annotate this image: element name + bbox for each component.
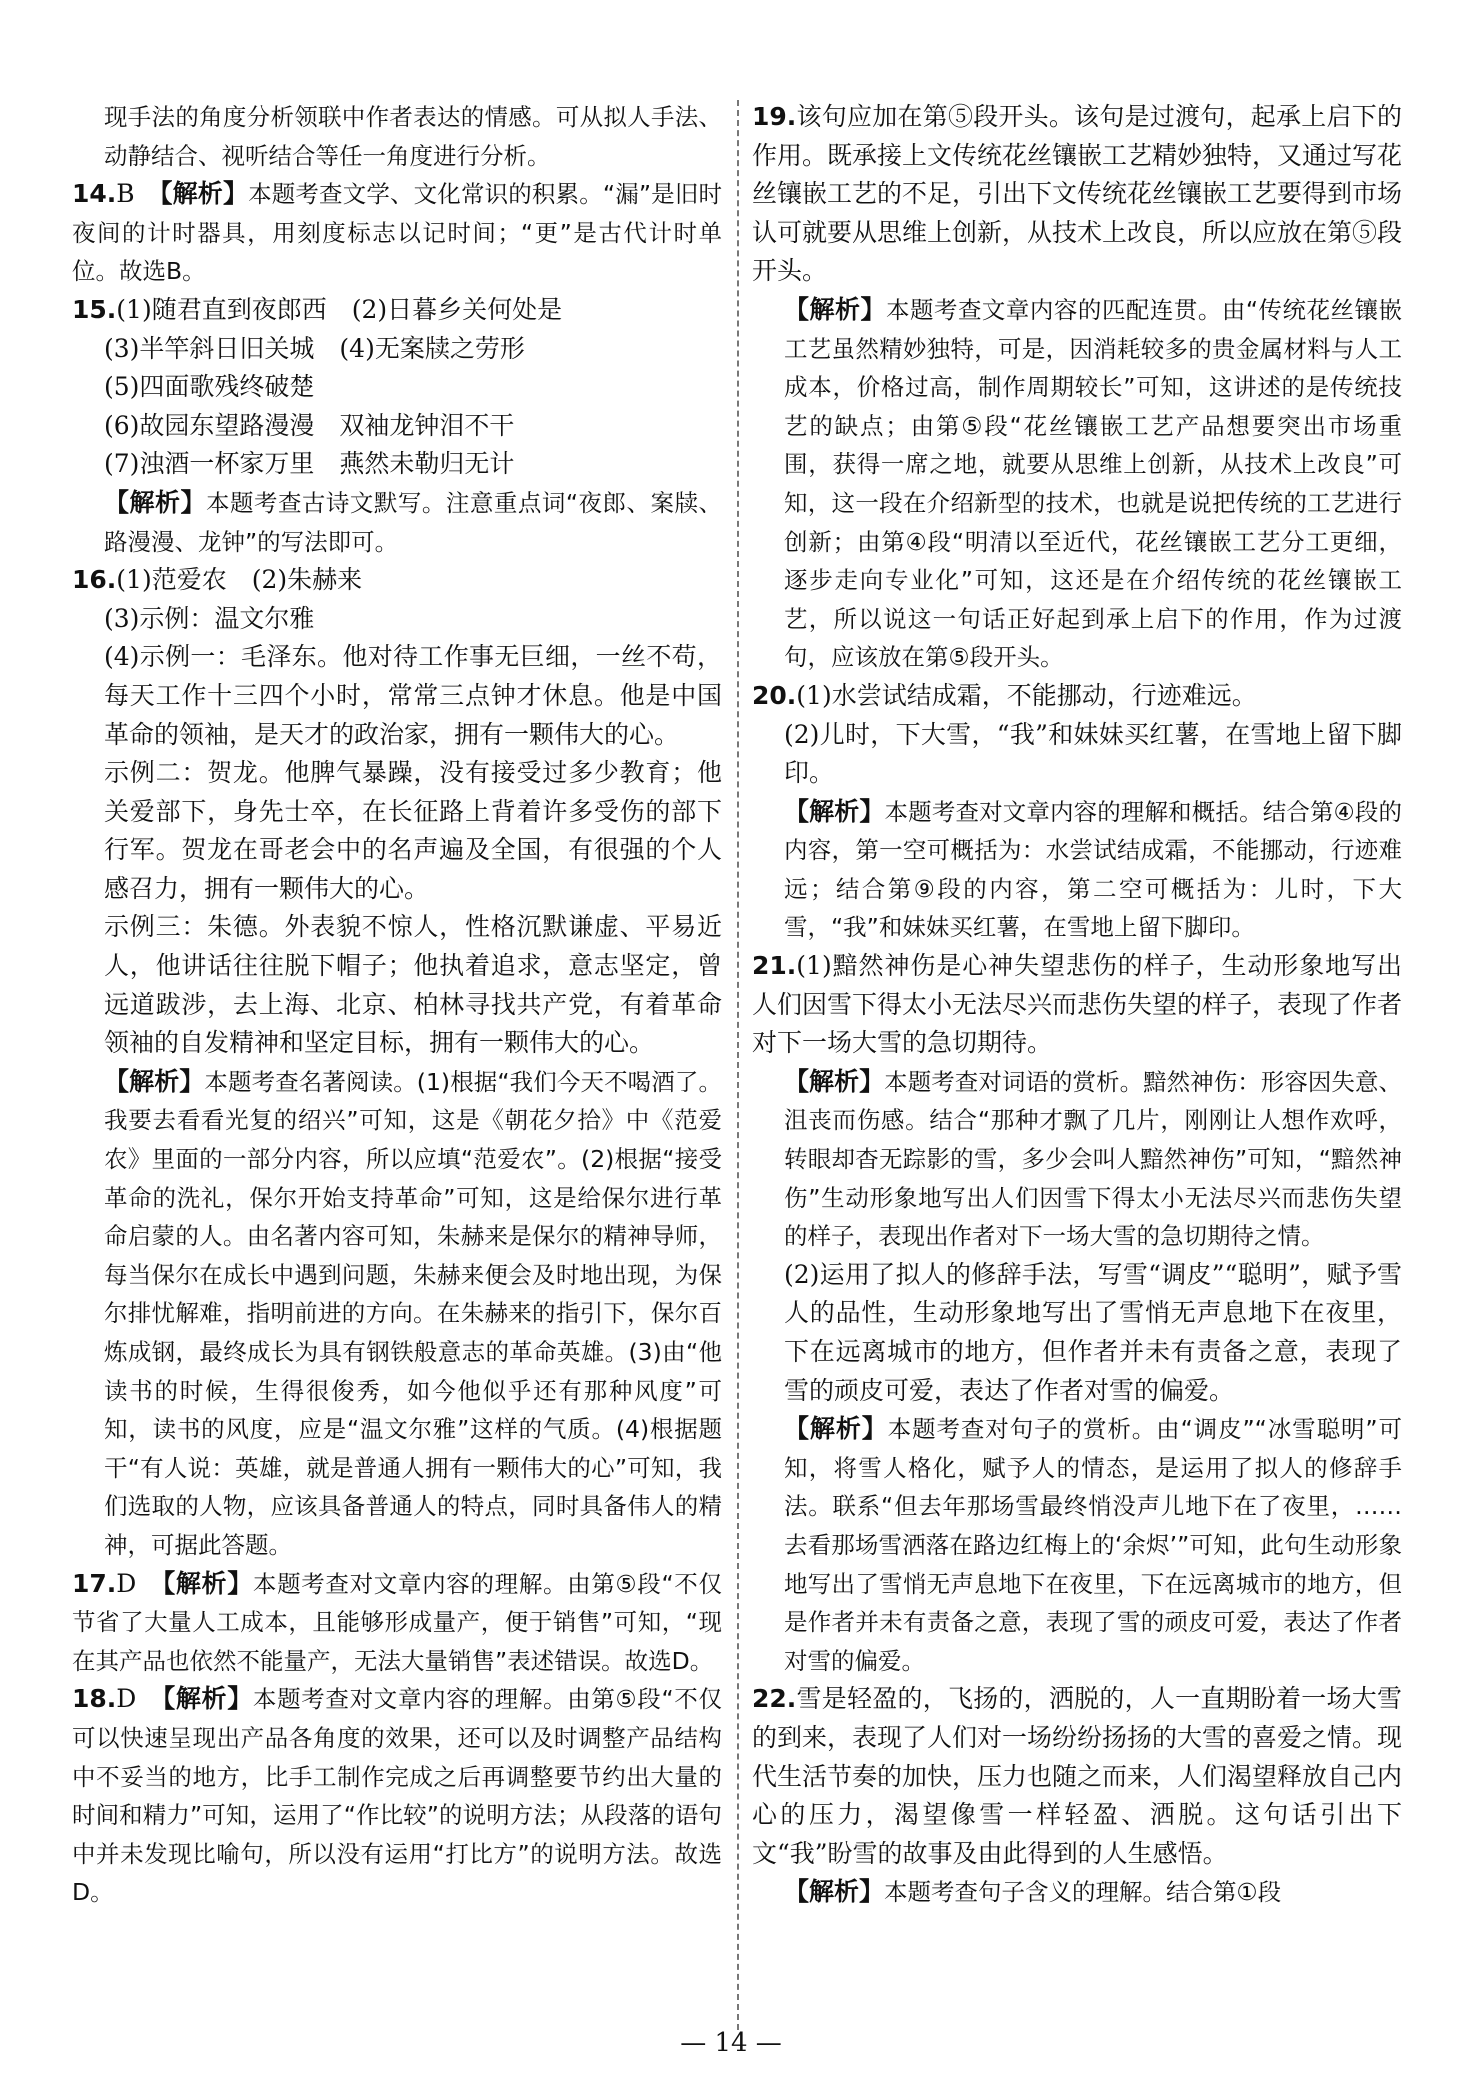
example-one: (4)示例一：毛泽东。他对待工作事无巨细，一丝不苟，每天工作十三四个小时，常常三点钟才休息。他是中国革命的领袖，是天才的政治家，拥有一颗伟大的心。 xyxy=(104,642,722,749)
question-21 xyxy=(752,947,1402,1680)
question-number: 18. xyxy=(72,1684,117,1714)
page-number: — 14 — xyxy=(680,2028,782,2058)
analysis-text: 本题考查名著阅读。(1)根据“我们今天不喝酒了。我要去看看光复的绍兴”可知，这是《朝花夕拾》中《范爱农》里面的一部分内容，所以应填“范爱农”。(2)根据“接受革命的洗礼，保尔开始支持革命”可知，这是给保尔进行革命启蒙的人。由名著内容可知，朱赫来是保尔的精神导师，每当保尔在成长中遇到问题，朱赫来便会及时地出现，为保尔排忧解难，指明前进的方向。在朱赫来的指引下，保尔百炼成钢，最终成长为具有钢铁般意志的革命英雄。(3)由“他读书的时候，生得很俊秀，如今他似乎还有那种风度”可知，读书的风度，应是“温文尔雅”这样的气质。(4)根据题干“有人说：英雄，就是普通人拥有一颗伟大的心”可知，我们选取的人物，应该具备普通人的特点，同时具备伟人的精神，可据此答题。 xyxy=(104,1067,722,1559)
question-16 xyxy=(72,561,722,1564)
answer: 该句应加在第⑤段开头。该句是过渡句，起承上启下的作用。既承接上文传统花丝镶嵌工艺精妙独特，又通过写花丝镶嵌工艺的不足，引出下文传统花丝镶嵌工艺要得到市场认可就要从思维上创新，从技术上改良，所以应放在第⑤段开头。 xyxy=(752,102,1403,286)
question-22 xyxy=(752,1680,1402,1912)
analysis-tag: 【解析】 xyxy=(784,294,886,324)
analysis-text: 本题考查对文章内容的理解和概括。结合第④段的内容，第一空可概括为：水尝试结成霜，不能挪动，行迹难远；结合第⑨段的内容，第二空可概括为：儿时，下大雪，“我”和妹妹买红薯，在雪地上留下脚印。 xyxy=(784,797,1402,942)
analysis-tag: 【解析】 xyxy=(162,1684,253,1714)
answer: D xyxy=(116,1684,137,1714)
question-number: 21. xyxy=(752,951,797,981)
question-number: 16. xyxy=(72,565,117,595)
analysis-text: 本题考查文章内容的匹配连贯。由“传统花丝镶嵌工艺虽然精妙独特，可是，因消耗较多的贵金属材料与人工成本，价格过高，制作周期较长”可知，这讲述的是传统技艺的缺点；由第⑤段“花丝镶嵌工艺产品想要突出市场重围，获得一席之地，就要从思维上创新，从技术上改良”可知，这一段在介绍新型的技术，也就是说把传统的工艺进行创新；由第④段“明清以至近代，花丝镶嵌工艺分工更细，逐步走向专业化”可知，这还是在介绍传统的花丝镶嵌工艺，所以说这一句话正好起到承上启下的作用，作为过渡句，应该放在第⑤段开头。 xyxy=(784,295,1402,672)
question-number: 22. xyxy=(752,1684,797,1714)
analysis-tag: 【解析】 xyxy=(784,1414,888,1444)
analysis-text: 本题考查对词语的赏析。黯然神伤：形容因失意、沮丧而伤感。结合“那种才飘了几片，刚刚让人想作欢呼，转眼却杳无踪影的雪，多少会叫人黯然神伤”可知，“黯然神伤”生动形象地写出人们因雪下得太小无法尽兴而悲伤失望的样子，表现出作者对下一场大雪的急切期待之情。 xyxy=(784,1067,1402,1251)
answer-line: (6)故园东望路漫漫 双袖龙钟泪不干 xyxy=(104,410,515,440)
answer-line: (1)随君直到夜郎西 (2)日暮乡关何处是 xyxy=(116,294,563,324)
analysis-text: 本题考查对句子的赏析。由“调皮”“冰雪聪明”可知，将雪人格化，赋予人的情态，是运用了拟人的修辞手法。联系“但去年那场雪最终悄没声儿地下在了夜里，……去看那场雪洒落在路边红梅上的‘余烬’”可知，此句生动形象地写出了雪悄无声息地下在夜里，下在远离城市的地方，但是作者并未有责备之意，表现了雪的顽皮可爱，表达了作者对雪的偏爱。 xyxy=(784,1415,1402,1675)
analysis-text: 本题考查文学、文化常识的积累。“漏”是旧时夜间的计时器具，用刻度标志以记时间；“更”是古代计时单位。故选B。 xyxy=(72,180,722,286)
analysis-tag: 【解析】 xyxy=(162,1568,253,1598)
answer-line: (5)四面歌残终破楚 xyxy=(104,372,315,402)
question-15 xyxy=(72,291,722,561)
column-divider xyxy=(737,100,739,2030)
analysis-text: 本题考查句子含义的理解。结合第①段 xyxy=(884,1878,1282,1907)
analysis-text: 本题考查对文章内容的理解。由第⑤段“不仅节省了大量人工成本，且能够形成量产，便于销售”可知，“现在其产品也依然不能量产，无法大量销售”表述错误。故选D。 xyxy=(72,1569,722,1675)
question-number: 19. xyxy=(752,102,797,131)
example-two: 示例二：贺龙。他脾气暴躁，没有接受过多少教育；他关爱部下，身先士卒，在长征路上背着许多受伤的部下行军。贺龙在哥老会中的名声遍及全国，有很强的个人感召力，拥有一颗伟大的心。 xyxy=(104,758,722,903)
answer-line: (3)示例：温文尔雅 xyxy=(104,603,315,633)
answer-line: (2)儿时，下大雪，“我”和妹妹买红薯，在雪地上留下脚印。 xyxy=(784,719,1402,788)
analysis-text: 本题考查对文章内容的理解。由第⑤段“不仅可以快速呈现出产品各角度的效果，还可以及时调整产品结构中不妥当的地方，比手工制作完成之后再调整要节约出大量的时间和精力”可知，运用了“作比较”的说明方法；从段落的语句中并未发现比喻句，所以没有运用“打比方”的说明方法。故选D。 xyxy=(72,1685,722,1907)
answer: 雪是轻盈的，飞扬的，洒脱的，人一直期盼着一场大雪的到来，表现了人们对一场纷纷扬扬的大雪的喜爱之情。现代生活节奏的加快，压力也随之而来，人们渴望释放自己内心的压力，渴望像雪一样轻盈、洒脱。这句话引出下文“我”盼雪的故事及由此得到的人生感悟。 xyxy=(752,1684,1403,1868)
question-19 xyxy=(752,98,1402,677)
left-column xyxy=(72,98,722,1912)
question-14 xyxy=(72,175,722,291)
question-number: 20. xyxy=(752,680,797,710)
answer-line: (1)水尝试结成霜，不能挪动，行迹难远。 xyxy=(796,680,1257,710)
answer-part-1: (1)黯然神伤是心神失望悲伤的样子，生动形象地写出人们因雪下得太小无法尽兴而悲伤失望的样子，表现了作者对下一场大雪的急切期待。 xyxy=(752,951,1403,1058)
answer-line: (3)半竿斜日旧关城 (4)无案牍之劳形 xyxy=(104,333,525,363)
question-17 xyxy=(72,1565,722,1681)
analysis-text: 本题考查古诗文默写。注意重点词“夜郎、案牍、路漫漫、龙钟”的写法即可。 xyxy=(104,488,722,556)
question-18 xyxy=(72,1680,722,1912)
question-number: 17. xyxy=(72,1568,117,1598)
answer: B xyxy=(116,179,135,209)
question-number: 14. xyxy=(72,179,117,209)
question-20 xyxy=(752,677,1402,947)
right-column xyxy=(752,98,1402,1912)
analysis-tag: 【解析】 xyxy=(159,179,249,209)
question-number: 15. xyxy=(72,294,117,324)
example-three: 示例三：朱德。外表貌不惊人，性格沉默谦虚、平易近人，他讲话往往脱下帽子；他执着追求，意志坚定，曾远道跋涉，去上海、北京、柏林寻找共产党，有着革命领袖的自发精神和坚定目标，拥有一颗伟大的心。 xyxy=(104,912,722,1058)
analysis-tag: 【解析】 xyxy=(104,487,206,517)
answer-part-2: (2)运用了拟人的修辞手法，写雪“调皮”“聪明”，赋予雪人的品性，生动形象地写出了雪悄无声息地下在夜里，下在远离城市的地方，但作者并未有责备之意，表现了雪的顽皮可爱，表达了作者对雪的偏爱。 xyxy=(784,1259,1402,1405)
analysis-tag: 【解析】 xyxy=(784,1066,885,1096)
answer: D xyxy=(116,1568,137,1598)
analysis-tag: 【解析】 xyxy=(104,1066,205,1096)
intro-text: 现手法的角度分析领联中作者表达的情感。可从拟人手法、动静结合、视听结合等任一角度进行分析。 xyxy=(104,103,722,170)
answer-line: (7)浊酒一杯家万里 燕然未勒归无计 xyxy=(104,449,515,479)
analysis-tag: 【解析】 xyxy=(784,1877,885,1907)
answer-line: (1)范爱农 (2)朱赫来 xyxy=(116,565,363,595)
analysis-tag: 【解析】 xyxy=(784,796,885,826)
